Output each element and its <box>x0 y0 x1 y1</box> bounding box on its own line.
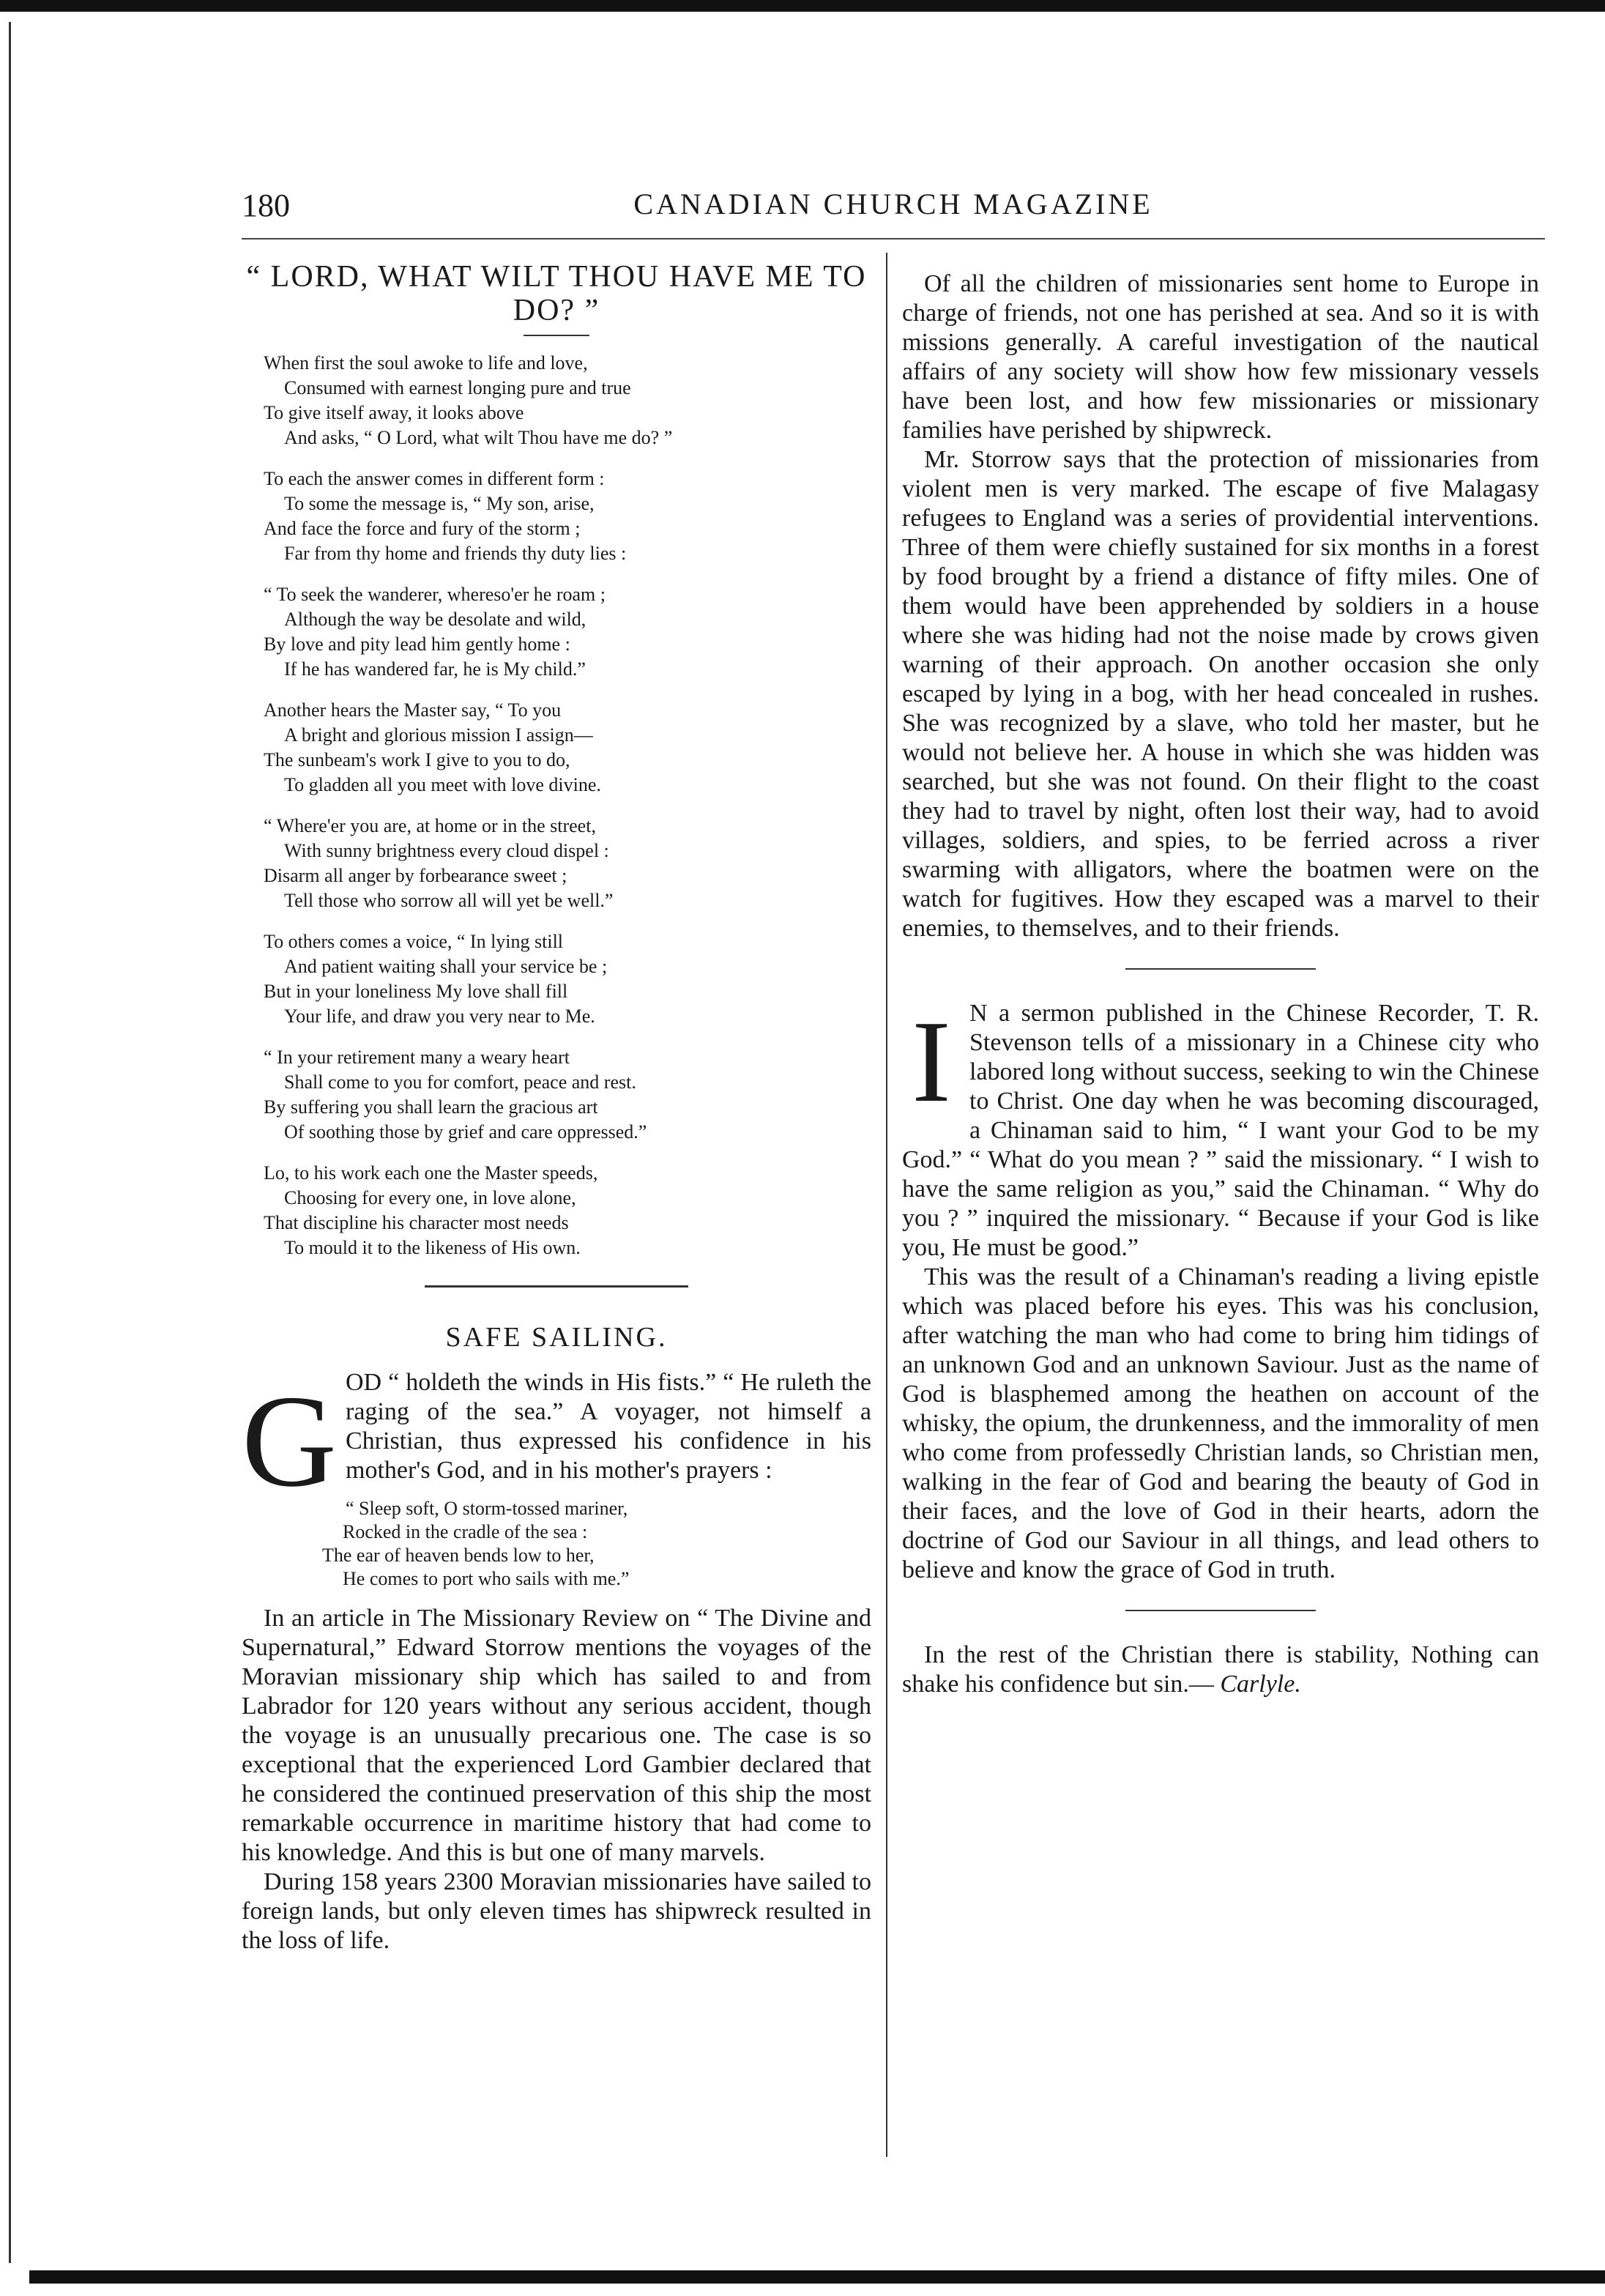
poem-line: Another hears the Master say, “ To you <box>264 699 562 721</box>
intro-paragraph: OD “ holdeth the winds in His fists.” “ He ruleth the raging of the sea.” A voyager, not himself a Christian, thus expressed his confidence in his mother's God, and in his mother's prayers : <box>346 1369 871 1484</box>
poem-line: Disarm all anger by forbearance sweet ; <box>264 865 567 886</box>
body-paragraph: Mr. Storrow says that the protection of missionaries from violent men is very marked. The escape of five Malagasy refugees to England was a series of providential interventions. Three of them were chiefly sustained for six months in a forest by food brought by a friend a distance of fifty miles. One of them would have been apprehended by soldiers in a house where she was hiding had not the noise made by crows given warning of their approach. On another occasion she only escaped by lying in a bog, with her head concealed in rushes. She was recognized by a slave, who told her master, but he would not believe her. A house in which she was hidden was searched, but she was not found. On their flight to the coast they had to travel by night, often lost their way, had to avoid villages, soldiers, and spies, to be ferried across a river swarming with alligators, where the boatmen were on the watch for fugitives. How they escaped was a marvel to their enemies, to themselves, and to their friends. <box>902 446 1539 942</box>
poem-line: When first the soul awoke to life and love, <box>264 352 588 374</box>
poem-line: A bright and glorious mission I assign— <box>284 724 593 746</box>
poem-line: To gladden all you meet with love divine. <box>284 774 601 795</box>
body-paragraph: During 158 years 2300 Moravian missionaries have sailed to foreign lands, but only eleven times has shipwreck resulted in the loss of life. <box>242 1868 871 1954</box>
closing-quote <box>902 1641 1539 1699</box>
poem-stanza-5 <box>264 814 871 913</box>
poem-line: Your life, and draw you very near to Me. <box>284 1006 595 1027</box>
verse-line: He comes to port who sails with me.” <box>343 1568 630 1589</box>
body-paragraph: Of all the children of missionaries sent home to Europe in charge of friends, not one has perished at sea. And so it is with missions generally. A careful investigation of the nautical affairs of any society will show how few missionary vessels have been lost, and how few missionaries or missionary families have perished by shipwreck. <box>902 270 1539 444</box>
poem-stanza-3 <box>264 582 871 682</box>
drop-cap: G <box>242 1368 337 1514</box>
poem-line: Far from thy home and friends thy duty lies : <box>284 543 627 564</box>
poem-stanza-8 <box>264 1161 871 1260</box>
poem-line: Shall come to you for comfort, peace and rest. <box>284 1071 636 1093</box>
verse-line: Rocked in the cradle of the sea : <box>343 1521 588 1542</box>
poem-stanza-7 <box>264 1045 871 1145</box>
poem-line: Of soothing those by grief and care oppressed.” <box>284 1121 647 1143</box>
poem-title-rule <box>524 335 589 336</box>
section-title: SAFE SAILING. <box>445 1322 668 1353</box>
top-border <box>0 0 1605 12</box>
header-rule <box>242 238 1545 239</box>
poem-stanza-1 <box>264 351 871 450</box>
poem-line: To some the message is, “ My son, arise, <box>284 493 595 514</box>
left-margin-rule <box>9 22 11 2263</box>
quote-author: Carlyle. <box>1220 1671 1301 1698</box>
poem-stanza-6 <box>264 929 871 1029</box>
poem-line: By love and pity lead him gently home : <box>264 634 570 655</box>
poem-line: “ Where'er you are, at home or in the street, <box>264 815 596 836</box>
poem-line: To mould it to the likeness of His own. <box>284 1237 581 1258</box>
poem-line: If he has wandered far, he is My child.” <box>284 658 586 680</box>
poem-line: Choosing for every one, in love alone, <box>284 1187 576 1208</box>
magazine-title: CANADIAN CHURCH MAGAZINE <box>633 187 1153 220</box>
body-paragraph: N a sermon published in the Chinese Recorder, T. R. Stevenson tells of a missionary in a Chinese city who labored long without success, seeking to win the Chinese to Christ. One day when he was becoming discouraged, a Chinaman said to him, “ I want your God to be my God.” “ What do you mean ? ” said the missionary. “ I wish to have the same religion as you,” said the Chinaman. “ Why do you ? ” inquired the missionary. “ Because if your God is like you, He must be good.” <box>902 1000 1539 1261</box>
section-separator <box>425 1285 688 1288</box>
section-separator <box>1125 968 1316 970</box>
quoted-verse <box>322 1497 871 1591</box>
poem-line: That discipline his character most needs <box>264 1212 569 1233</box>
body-paragraph: This was the result of a Chinaman's reading a living epistle which was placed before his eyes. This was his conclusion, after watching the man who had come to bring him tidings of an unknown God and an unknown Saviour. Just as the name of God is blasphemed among the heathen on account of the whisky, the opium, the drunkenness, and the immorality of men who come from professedly Christian lands, so Christian men, walking in the fear of God and bearing the beauty of God in their faces, and the love of God in their hearts, adorn the doctrine of God our Saviour in all things, and lead others to believe and know the grace of God in truth. <box>902 1263 1539 1583</box>
left-column <box>242 260 871 1955</box>
poem-line: And asks, “ O Lord, what wilt Thou have me do? ” <box>284 427 673 448</box>
poem-line: Tell those who sorrow all will yet be well.” <box>284 890 614 911</box>
bottom-border <box>29 2270 1605 2284</box>
quote-text: In the rest of the Christian there is stability, Nothing can shake his confidence but sin.— <box>902 1641 1539 1698</box>
page-header <box>242 187 1545 231</box>
poem-line: To give itself away, it looks above <box>264 402 524 423</box>
poem-line: But in your loneliness My love shall fill <box>264 981 568 1002</box>
body-paragraph: In an article in The Missionary Review on “ The Divine and Supernatural,” Edward Storrow mentions the voyages of the Moravian missionary ship which has sailed to and from Labrador for 120 years without any serious accident, though the voyage is an unusually precarious one. The case is so exceptional that the experienced Lord Gambier declared that he considered the continued preservation of this ship the most remarkable occurrence in maritime history that had come to his knowledge. And this is but one of many marvels. <box>242 1605 871 1866</box>
poem-title: “ LORD, WHAT WILT THOU HAVE ME TO DO? ” <box>246 260 867 327</box>
poem-line: “ To seek the wanderer, whereso'er he roam ; <box>264 584 606 605</box>
poem-line: With sunny brightness every cloud dispel : <box>284 840 609 861</box>
poem-line: And patient waiting shall your service be ; <box>284 956 608 977</box>
poem-line: To each the answer comes in different form : <box>264 468 605 489</box>
verse-line: “ Sleep soft, O storm-tossed mariner, <box>346 1498 628 1519</box>
poem-line: To others comes a voice, “ In lying still <box>264 931 564 952</box>
poem-line: Although the way be desolate and wild, <box>284 609 586 630</box>
section-separator <box>1125 1610 1316 1611</box>
right-column <box>902 270 1539 1699</box>
page-number: 180 <box>242 187 290 223</box>
poem-line: And face the force and fury of the storm ; <box>264 518 581 539</box>
poem-stanza-2 <box>264 467 871 566</box>
drop-cap: I <box>912 996 951 1126</box>
poem-line: By suffering you shall learn the gracious art <box>264 1096 598 1118</box>
poem-line: “ In your retirement many a weary heart <box>264 1047 570 1068</box>
poem-line: Lo, to his work each one the Master speeds, <box>264 1162 598 1184</box>
poem-line: The sunbeam's work I give to you to do, <box>264 749 570 770</box>
poem-line: Consumed with earnest longing pure and true <box>284 377 631 398</box>
verse-line: The ear of heaven bends low to her, <box>322 1545 595 1566</box>
column-divider <box>886 253 887 2157</box>
poem-stanza-4 <box>264 698 871 798</box>
